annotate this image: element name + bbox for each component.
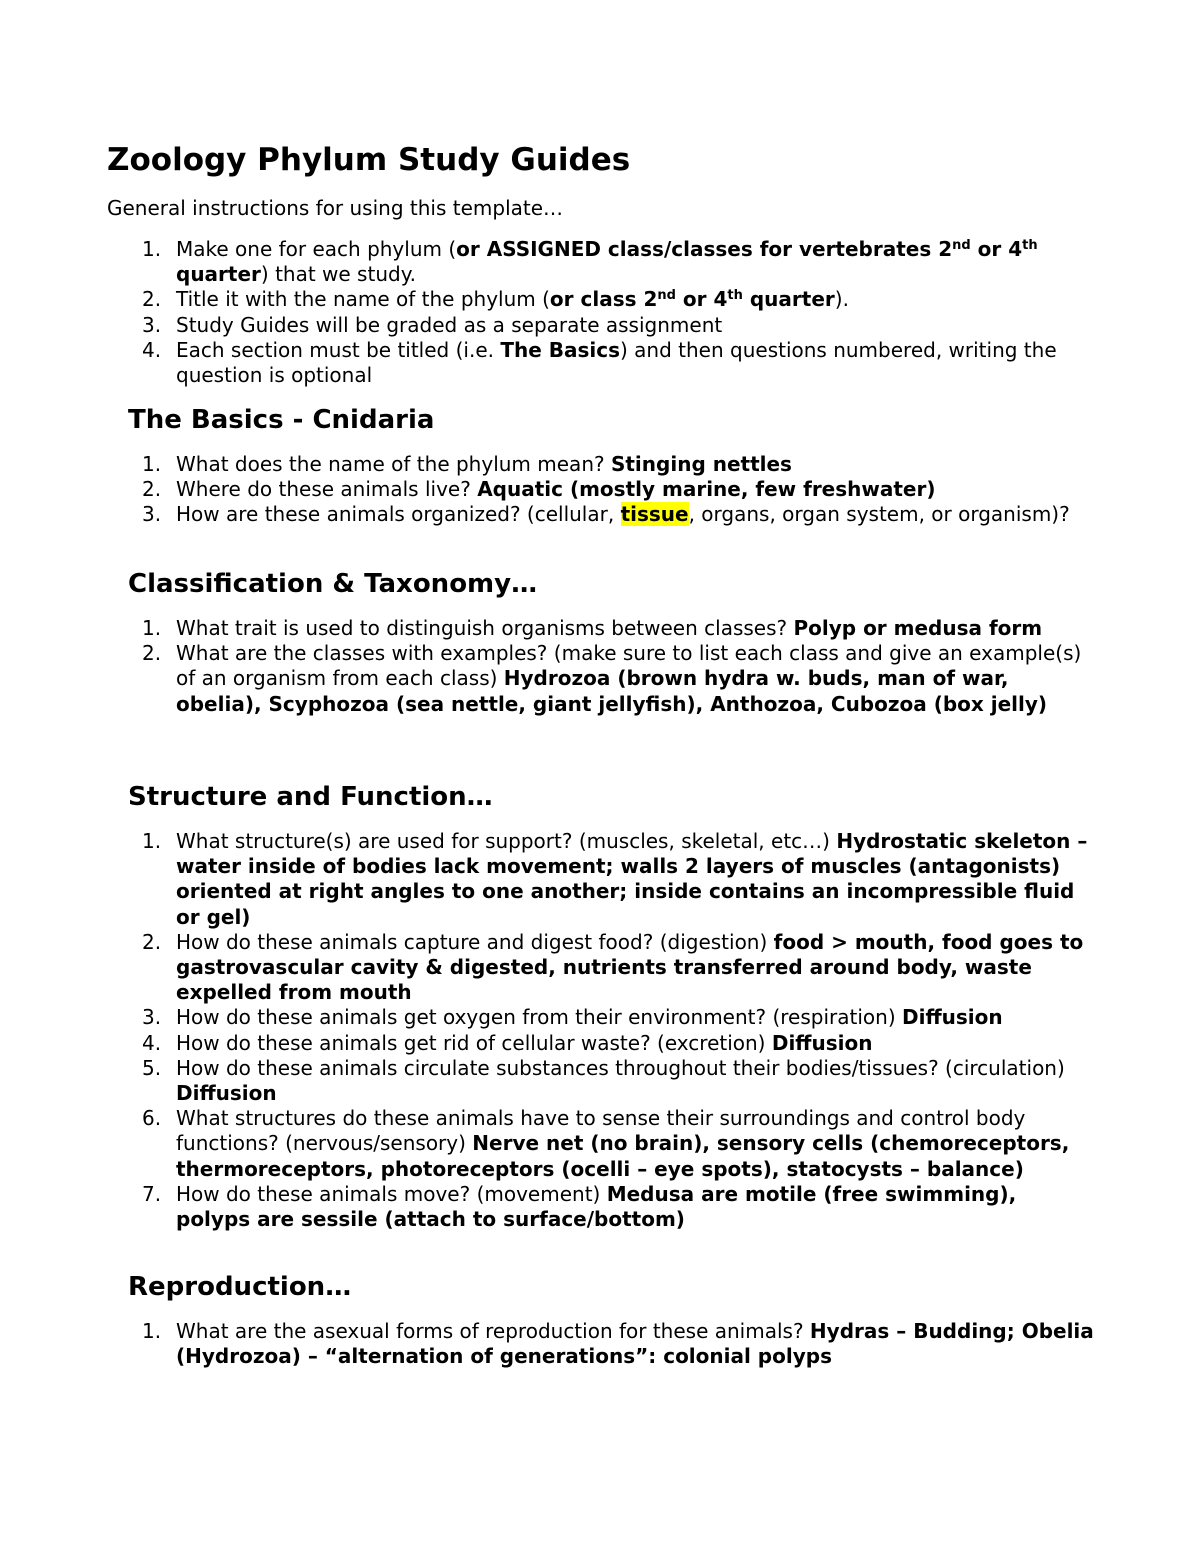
list-item: 1. What structure(s) are used for support? (muscles, skeletal, etc…) Hydrostatic skeleton – water inside of bodies lack movement; walls 2 layers of muscles (antagonists) oriented at right angles to one another; inside contains an incompressible fluid or gel) <box>142 829 1088 929</box>
list-item: 7. How do these animals move? (movement) Medusa are motile (free swimming), polyps are sessile (attach to surface/bottom) <box>142 1181 1017 1232</box>
reproduction-list <box>0 1319 1200 1369</box>
list-item: 2. What are the classes with examples? (make sure to list each class and give an example(s) of an organism from each class) Hydrozoa (brown hydra w. buds, man of war, obelia), Scyphozoa (sea nettle, giant jellyfish), Anthozoa, Cubozoa (box jelly) <box>142 641 1082 716</box>
section-heading-reproduction: Reproduction… <box>128 1272 352 1302</box>
highlighted-answer: tissue <box>620 502 689 527</box>
list-item: 5. How do these animals circulate substances throughout their bodies/tissues? (circulation) Diffusion <box>142 1055 1065 1106</box>
list-item: 3. Study Guides will be graded as a separate assignment <box>142 312 723 337</box>
list-item: 3. How are these animals organized? (cellular, tissue, organs, organ system, or organism)? <box>142 502 1070 527</box>
list-item: 1. What are the asexual forms of reproduction for these animals? Hydras – Budding; Obelia (Hydrozoa) – “alternation of generations”: colonial polyps <box>142 1319 1094 1369</box>
page-title: Zoology Phylum Study Guides <box>107 142 631 178</box>
list-item: 1. What does the name of the phylum mean? Stinging nettles <box>142 452 792 476</box>
list-item: 2. Title it with the name of the phylum (or class 2nd or 4th quarter). <box>142 287 849 312</box>
list-item: 2. Where do these animals live? Aquatic (mostly marine, few freshwater) <box>142 477 936 502</box>
list-item: 6. What structures do these animals have to sense their surroundings and control body functions? (nervous/sensory) Nerve net (no brain), sensory cells (chemoreceptors, thermoreceptors, photoreceptors (ocelli – eye spots), statocysts – balance) <box>142 1106 1070 1181</box>
list-item: 3. How do these animals get oxygen from their environment? (respiration) Diffusion <box>142 1005 1003 1030</box>
list-item: 1. What trait is used to distinguish organisms between classes? Polyp or medusa form <box>142 616 1043 640</box>
list-item: 1. Make one for each phylum (or ASSIGNED class/classes for vertebrates 2nd or 4th quarter) that we study. <box>142 237 1038 287</box>
list-item: 4. Each section must be titled (i.e. The Basics) and then questions numbered, writing the question is optional <box>142 337 1057 388</box>
section-heading-basics: The Basics - Cnidaria <box>128 405 435 435</box>
intro-text: General instructions for using this template… <box>107 196 564 220</box>
structure-list <box>0 829 1200 1232</box>
section-heading-classification: Classification & Taxonomy… <box>128 569 538 599</box>
list-item: 4. How do these animals get rid of cellular waste? (excretion) Diffusion <box>142 1030 873 1055</box>
basics-list <box>0 452 1200 528</box>
section-heading-structure: Structure and Function… <box>128 782 493 812</box>
instructions-list <box>0 237 1200 388</box>
classification-list <box>0 616 1200 717</box>
list-item: 2. How do these animals capture and digest food? (digestion) food > mouth, food goes to gastrovascular cavity & digested, nutrients transferred around body, waste expelled from mouth <box>142 929 1084 1005</box>
